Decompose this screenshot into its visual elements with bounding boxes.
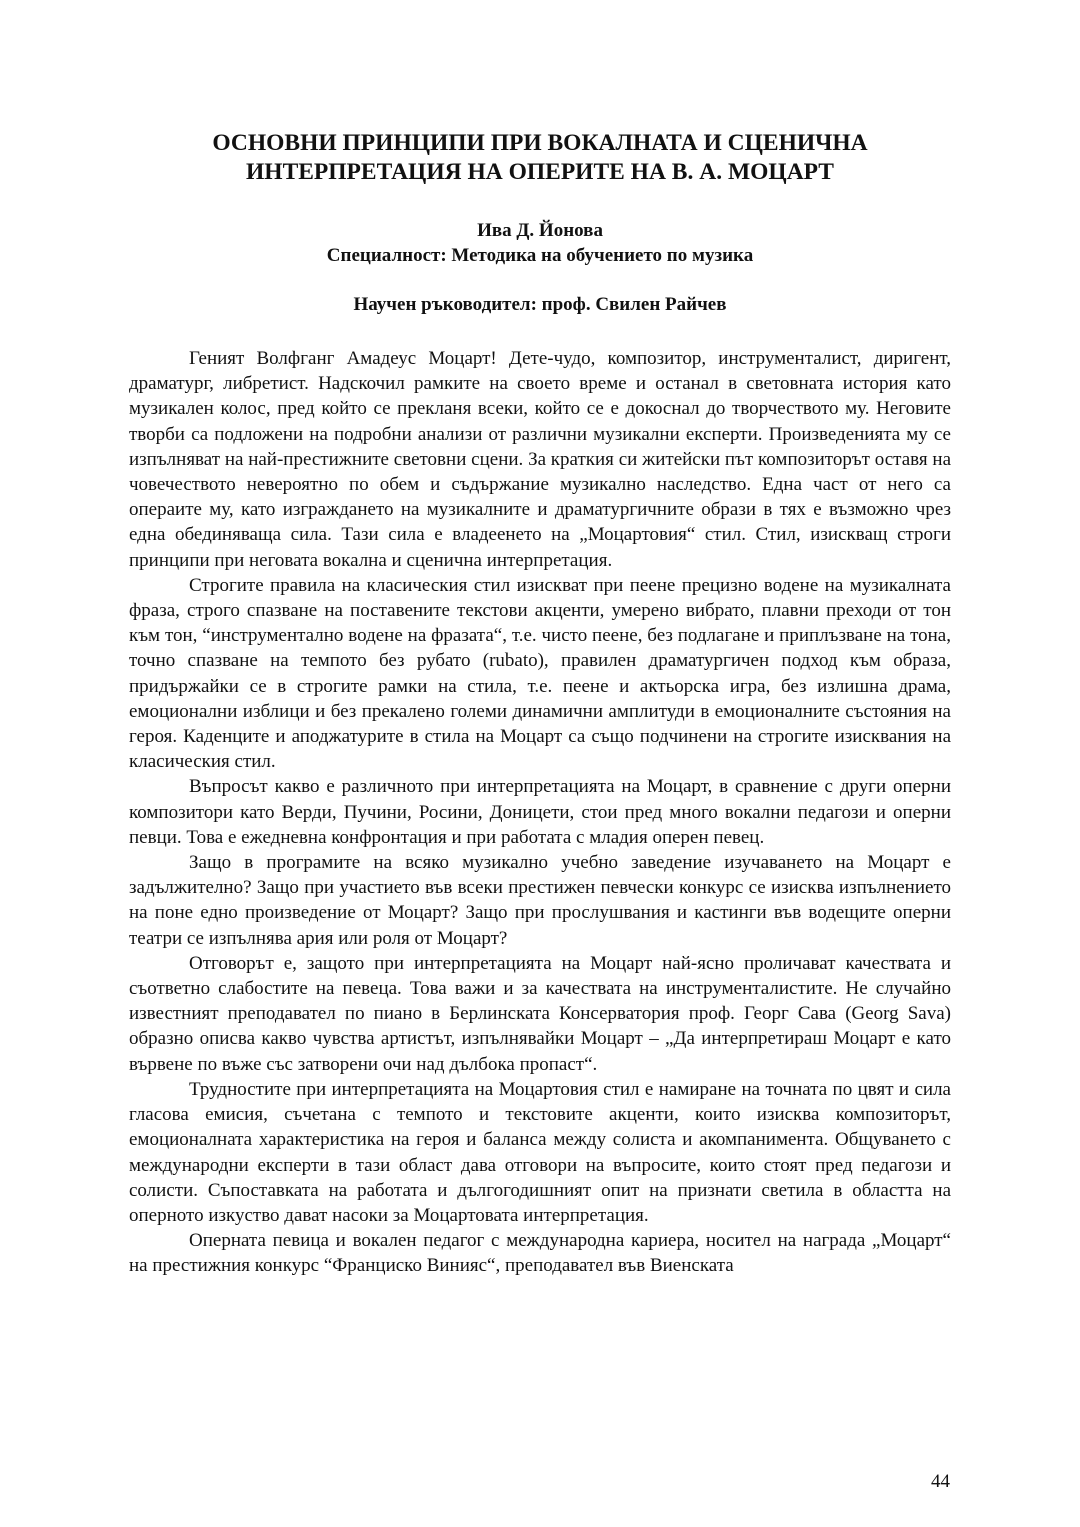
title-line-2: ИНТЕРПРЕТАЦИЯ НА ОПЕРИТЕ НА В. А. МОЦАРТ bbox=[246, 159, 834, 185]
author-specialty: Специалност: Методика на обучението по музика bbox=[326, 245, 754, 266]
paragraph: Отговорът е, защото при интерпретацията на Моцарт най-ясно проличават качествата и съответно слабостите на певеца. Това важи и за качествата на инструменталистите. Не случайно известният преподавател по пиано в Берлинската Консерватория проф. Георг Сава (Georg Sava) образно описва какво чувства артистът, изпълнявайки Моцарт – „Да интерпретираш Моцарт е като вървене по въже със затворени очи над дълбока пропаст“. bbox=[129, 952, 951, 1075]
author-block bbox=[130, 218, 950, 268]
paragraph: Строгите правила на класическия стил изискват при пеене прецизно водене на музикалната фраза, строго спазване на поставените текстови акценти, умерено вибрато, плавни преходи от тон към тон, “инструментално водене на фразата“, т.е. чисто пеене, без подлагане и приплъзване на тона, точно спазване на темпото без рубато (rubato), правилен драматургичен подход към образа, придържайки се в строгите рамки на стила, т.е. пеене и актьорска игра, без излишна драма, емоционални изблици и без прекалено големи динамични амплитуди в емоционалните състояния на героя. Каденците и аподжатурите в стила на Моцарт са също подчинени на строгите изисквания на класическия стил. bbox=[129, 574, 951, 773]
paragraph: Геният Волфганг Амадеус Моцарт! Дете-чудо, композитор, инструменталист, диригент, драматург, либретист. Надскочил рамките на своето време и останал в световната история като музикален колос, пред който се прекланя всеки, който се е докоснал до творчеството му. Неговите творби са подложени на подробни анализи от различни музикални експерти. Произведенията му се изпълняват на най-престижните световни сцени. За краткия си житейски път композиторът оставя на човечеството невероятно по обем и съдържание музикално наследство. Една част от него са операите му, като изграждането на музикалните и драматургичните образи в тях е възможно чрез една обединяваща сила. Тази сила е владеенето на „Моцартовия“ стил. Стил, изискващ строги принципи при неговата вокална и сценична интерпретация. bbox=[129, 348, 951, 571]
paragraph: Трудностите при интерпретацията на Моцартовия стил е намиране на точната по цвят и сила гласова емисия, съчетана с темпото и текстовите акценти, които изисква композиторът, емоционалната характеристика на героя и баланса между солиста и акомпанимента. Общуването с международни експерти в тази област дава отговори на въпросите, които стоят пред педагози и солисти. Съпоставката на работата и дългогодишният опит на признати светила в областта на оперното изкуство дават насоки за Моцартовата интерпретация. bbox=[129, 1078, 951, 1226]
page-number: 44 bbox=[931, 1471, 950, 1492]
body-text bbox=[129, 346, 951, 1279]
paper-title bbox=[130, 129, 950, 187]
paragraph: Въпросът какво е различното при интерпретацията на Моцарт, в сравнение с други оперни композитори като Верди, Пучини, Росини, Доницети, стои пред много вокални педагози и оперни певци. Това е ежедневна конфронтация и при работата с младия оперен певец. bbox=[129, 776, 951, 848]
supervisor-line: Научен ръководител: проф. Свилен Райчев bbox=[353, 294, 727, 315]
title-line-1: ОСНОВНИ ПРИНЦИПИ ПРИ ВОКАЛНАТА И СЦЕНИЧНА bbox=[212, 130, 868, 156]
paragraph: Оперната певица и вокален педагог с международна кариера, носител на награда „Моцарт“ на престижния конкурс “Франциско Винияс“, преподавател във Виенската bbox=[129, 1230, 951, 1277]
paragraph: Защо в програмите на всяко музикално учебно заведение изучаването на Моцарт е задължително? Защо при участието във всеки престижен певчески конкурс се изисква изпълнението на поне едно произведение от Моцарт? Защо при прослушвания и кастинги във водещите оперни театри се изпълнява ария или роля от Моцарт? bbox=[129, 852, 951, 949]
author-name: Ива Д. Йонова bbox=[477, 220, 603, 241]
